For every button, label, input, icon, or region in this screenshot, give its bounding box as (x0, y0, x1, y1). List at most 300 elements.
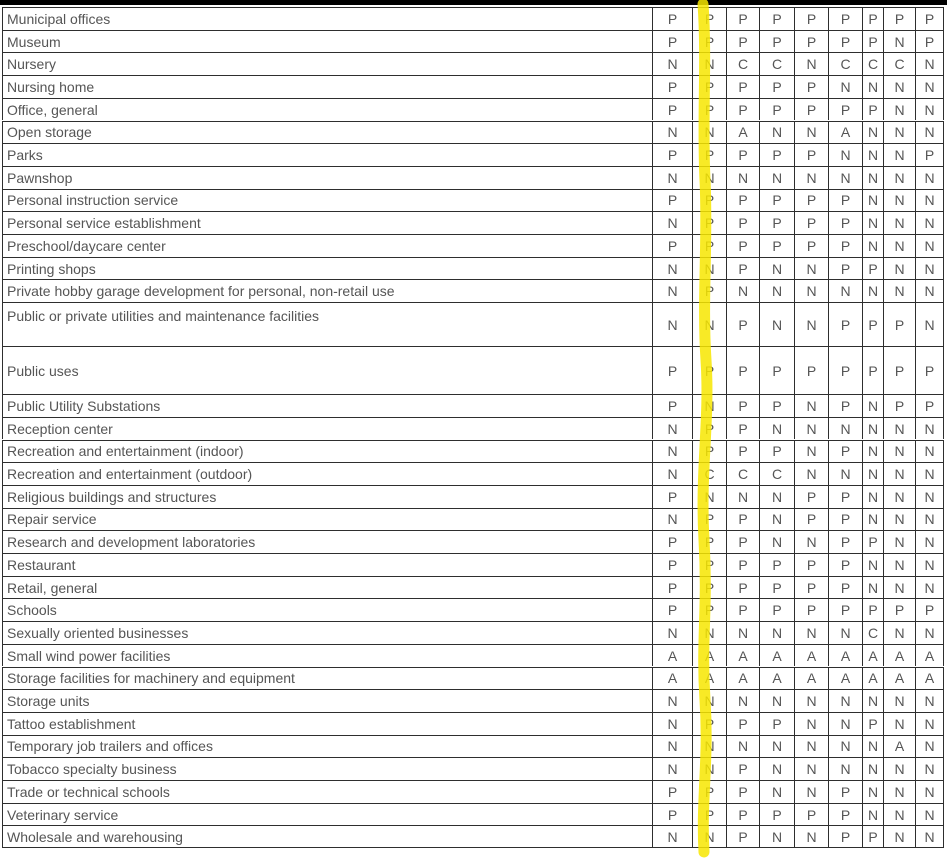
zone-value-cell: P (794, 598, 828, 621)
zone-value-cell: C (862, 621, 883, 644)
zone-value-cell: N (883, 211, 915, 234)
zone-value-cell: P (726, 98, 759, 121)
zone-value-cell: N (828, 757, 862, 780)
zone-value-cell: P (692, 75, 726, 98)
zone-value-cell: N (915, 757, 944, 780)
use-name-cell: Public uses (2, 346, 652, 394)
zone-value-cell: N (862, 576, 883, 599)
zone-value-cell: P (883, 302, 915, 346)
zone-value-cell: P (692, 440, 726, 463)
use-name-cell: Veterinary service (2, 803, 652, 826)
zone-value-cell: P (828, 508, 862, 531)
zone-value-cell: C (726, 462, 759, 485)
zone-value-cell: P (692, 189, 726, 212)
zone-value-cell: N (828, 462, 862, 485)
zone-value-cell: N (652, 757, 692, 780)
zone-value-cell: P (726, 30, 759, 53)
zone-value-cell: P (915, 30, 944, 53)
table-row (2, 30, 944, 53)
zone-value-cell: N (652, 621, 692, 644)
zone-value-cell: P (726, 7, 759, 30)
zone-value-cell: P (652, 394, 692, 417)
zone-value-cell: N (862, 553, 883, 576)
zone-value-cell: N (915, 166, 944, 189)
table-row (2, 417, 944, 440)
zone-value-cell: P (794, 30, 828, 53)
table-row (2, 825, 944, 848)
zone-value-cell: P (726, 257, 759, 280)
zone-value-cell: N (652, 689, 692, 712)
table-row (2, 279, 944, 302)
zone-value-cell: P (794, 143, 828, 166)
zone-value-cell: P (862, 7, 883, 30)
zone-value-cell: P (726, 394, 759, 417)
zone-value-cell: A (828, 667, 862, 690)
zone-value-cell: P (692, 530, 726, 553)
use-name-cell: Parks (2, 143, 652, 166)
zone-value-cell: P (692, 143, 726, 166)
zone-value-cell: N (759, 735, 794, 758)
zone-value-cell: P (794, 75, 828, 98)
zone-value-cell: N (883, 234, 915, 257)
zone-value-cell: P (726, 530, 759, 553)
zone-value-cell: A (652, 644, 692, 667)
table-row (2, 485, 944, 508)
table-row (2, 121, 944, 144)
zone-value-cell: A (692, 644, 726, 667)
zone-value-cell: P (692, 553, 726, 576)
zone-value-cell: A (883, 735, 915, 758)
use-name-cell: Reception center (2, 417, 652, 440)
table-row (2, 143, 944, 166)
use-name-cell: Retail, general (2, 576, 652, 599)
zone-value-cell: N (883, 757, 915, 780)
table-row (2, 803, 944, 826)
use-name-cell: Personal instruction service (2, 189, 652, 212)
zone-value-cell: N (883, 440, 915, 463)
zone-value-cell: N (883, 279, 915, 302)
zone-value-cell: N (915, 52, 944, 75)
zone-value-cell: N (915, 462, 944, 485)
zone-value-cell: N (883, 75, 915, 98)
zone-value-cell: N (692, 257, 726, 280)
zone-value-cell: P (726, 598, 759, 621)
zone-value-cell: N (692, 621, 726, 644)
zone-value-cell: A (652, 667, 692, 690)
zone-value-cell: C (883, 52, 915, 75)
zone-value-cell: P (726, 75, 759, 98)
zone-value-cell: N (862, 143, 883, 166)
zone-value-cell: P (759, 7, 794, 30)
table-row (2, 553, 944, 576)
zone-value-cell: N (915, 440, 944, 463)
zone-value-cell: A (726, 644, 759, 667)
zone-value-cell: N (692, 166, 726, 189)
zone-value-cell: P (828, 576, 862, 599)
use-name-cell: Storage facilities for machinery and equipment (2, 667, 652, 690)
zone-value-cell: P (759, 440, 794, 463)
zone-value-cell: N (915, 257, 944, 280)
zone-value-cell: P (862, 257, 883, 280)
zone-value-cell: N (794, 394, 828, 417)
use-name-cell: Sexually oriented businesses (2, 621, 652, 644)
zone-value-cell: N (883, 530, 915, 553)
zone-value-cell: P (652, 576, 692, 599)
zone-value-cell: P (915, 7, 944, 30)
zone-value-cell: N (794, 166, 828, 189)
zone-value-cell: N (862, 440, 883, 463)
zone-value-cell: N (759, 257, 794, 280)
zone-value-cell: C (692, 462, 726, 485)
zone-value-cell: N (883, 257, 915, 280)
table-row (2, 75, 944, 98)
zone-value-cell: P (862, 598, 883, 621)
zone-value-cell: P (794, 211, 828, 234)
zone-value-cell: P (726, 553, 759, 576)
table-row (2, 689, 944, 712)
zone-value-cell: N (883, 553, 915, 576)
zone-value-cell: P (759, 803, 794, 826)
zone-value-cell: P (652, 598, 692, 621)
zone-value-cell: N (794, 621, 828, 644)
land-use-table (2, 7, 944, 852)
use-name-cell: Office, general (2, 98, 652, 121)
zone-value-cell: P (828, 485, 862, 508)
zone-value-cell: N (862, 462, 883, 485)
zone-value-cell: P (726, 712, 759, 735)
table-row (2, 257, 944, 280)
use-name-cell: Restaurant (2, 553, 652, 576)
zone-value-cell: N (828, 417, 862, 440)
zone-value-cell: N (652, 211, 692, 234)
use-name-cell: Nursery (2, 52, 652, 75)
zone-value-cell: N (862, 211, 883, 234)
zone-value-cell: N (883, 576, 915, 599)
zone-value-cell: N (692, 121, 726, 144)
zone-value-cell: N (915, 302, 944, 346)
zone-value-cell: C (862, 52, 883, 75)
zone-value-cell: N (794, 825, 828, 848)
zone-value-cell: N (883, 485, 915, 508)
table-row (2, 302, 944, 346)
zone-value-cell: P (652, 75, 692, 98)
zone-value-cell: N (883, 121, 915, 144)
zone-value-cell: N (726, 621, 759, 644)
zone-value-cell: P (828, 803, 862, 826)
table-row (2, 166, 944, 189)
zone-value-cell: N (652, 121, 692, 144)
use-name-cell: Private hobby garage development for personal, non-retail use (2, 279, 652, 302)
zone-value-cell: P (794, 189, 828, 212)
zone-value-cell: P (652, 346, 692, 394)
table-row (2, 346, 944, 394)
table-row (2, 667, 944, 690)
zone-value-cell: N (692, 394, 726, 417)
zone-value-cell: N (794, 279, 828, 302)
zone-value-cell: P (862, 825, 883, 848)
table-row (2, 712, 944, 735)
zone-value-cell: N (883, 689, 915, 712)
zone-value-cell: P (726, 302, 759, 346)
zone-value-cell: C (759, 52, 794, 75)
zone-value-cell: P (828, 598, 862, 621)
zone-value-cell: N (915, 75, 944, 98)
zone-value-cell: N (794, 712, 828, 735)
zone-value-cell: P (794, 485, 828, 508)
table-row (2, 621, 944, 644)
zone-value-cell: N (652, 166, 692, 189)
zone-value-cell: N (862, 279, 883, 302)
zone-value-cell: P (652, 485, 692, 508)
zone-value-cell: A (915, 667, 944, 690)
zone-value-cell: N (883, 166, 915, 189)
zone-value-cell: P (759, 234, 794, 257)
zone-value-cell: N (794, 780, 828, 803)
table-row (2, 98, 944, 121)
zone-value-cell: P (759, 30, 794, 53)
zone-value-cell: N (652, 257, 692, 280)
zone-value-cell: P (828, 394, 862, 417)
zone-value-cell: N (862, 189, 883, 212)
zone-value-cell: N (794, 735, 828, 758)
zone-value-cell: P (652, 98, 692, 121)
table-row (2, 462, 944, 485)
zone-value-cell: P (726, 143, 759, 166)
zone-value-cell: N (828, 712, 862, 735)
zone-value-cell: P (726, 417, 759, 440)
top-border-bar (0, 0, 947, 5)
zone-value-cell: N (759, 508, 794, 531)
table-row (2, 735, 944, 758)
zone-value-cell: P (915, 394, 944, 417)
zone-value-cell: P (652, 30, 692, 53)
zone-value-cell: P (652, 530, 692, 553)
zone-value-cell: N (759, 302, 794, 346)
zone-value-cell: N (759, 166, 794, 189)
zone-value-cell: N (759, 279, 794, 302)
zone-value-cell: N (828, 143, 862, 166)
zone-value-cell: N (828, 735, 862, 758)
zone-value-cell: N (759, 417, 794, 440)
table-row (2, 530, 944, 553)
zone-value-cell: N (883, 98, 915, 121)
zone-value-cell: N (794, 462, 828, 485)
table-row (2, 757, 944, 780)
zone-value-cell: N (759, 485, 794, 508)
zone-value-cell: N (692, 757, 726, 780)
zone-value-cell: N (883, 143, 915, 166)
zone-value-cell: N (915, 189, 944, 212)
zone-value-cell: P (828, 530, 862, 553)
zone-value-cell: A (915, 644, 944, 667)
use-name-cell: Wholesale and warehousing (2, 825, 652, 848)
zone-value-cell: N (915, 530, 944, 553)
zone-value-cell: N (883, 30, 915, 53)
zone-value-cell: N (883, 462, 915, 485)
table-row (2, 234, 944, 257)
use-name-cell: Nursing home (2, 75, 652, 98)
zone-value-cell: N (862, 803, 883, 826)
zone-value-cell: C (759, 462, 794, 485)
zone-value-cell: P (759, 346, 794, 394)
zone-value-cell: A (726, 667, 759, 690)
zone-value-cell: A (862, 667, 883, 690)
zone-value-cell: N (883, 508, 915, 531)
zone-value-cell: N (915, 689, 944, 712)
use-name-cell: Storage units (2, 689, 652, 712)
zone-value-cell: P (828, 302, 862, 346)
zone-value-cell: P (794, 346, 828, 394)
zone-value-cell: P (726, 576, 759, 599)
zone-value-cell: P (828, 553, 862, 576)
zone-value-cell: N (652, 279, 692, 302)
zone-value-cell: P (759, 394, 794, 417)
zone-value-cell: N (726, 166, 759, 189)
zone-value-cell: P (828, 98, 862, 121)
zone-value-cell: P (652, 553, 692, 576)
use-name-cell: Repair service (2, 508, 652, 531)
use-name-cell: Public or private utilities and maintenance facilities (2, 302, 652, 346)
zone-value-cell: P (759, 576, 794, 599)
table-row (2, 211, 944, 234)
zone-value-cell: P (883, 394, 915, 417)
zone-value-cell: P (726, 211, 759, 234)
zone-value-cell: P (652, 189, 692, 212)
zone-value-cell: P (692, 98, 726, 121)
zone-value-cell: P (692, 780, 726, 803)
zone-value-cell: P (862, 346, 883, 394)
table-row (2, 644, 944, 667)
table-row (2, 508, 944, 531)
zone-value-cell: N (794, 757, 828, 780)
use-name-cell: Research and development laboratories (2, 530, 652, 553)
zone-value-cell: P (652, 234, 692, 257)
zone-value-cell: P (692, 7, 726, 30)
zone-value-cell: N (862, 689, 883, 712)
zone-value-cell: P (726, 346, 759, 394)
table-row (2, 189, 944, 212)
zone-value-cell: N (794, 440, 828, 463)
zone-value-cell: A (883, 644, 915, 667)
zone-value-cell: P (726, 440, 759, 463)
zone-value-cell: N (915, 621, 944, 644)
zone-value-cell: N (692, 302, 726, 346)
use-name-cell: Temporary job trailers and offices (2, 735, 652, 758)
zone-value-cell: N (883, 780, 915, 803)
zone-value-cell: N (652, 52, 692, 75)
zone-value-cell: A (862, 644, 883, 667)
zone-value-cell: P (828, 234, 862, 257)
zone-value-cell: N (652, 462, 692, 485)
zone-value-cell: P (794, 553, 828, 576)
zone-value-cell: N (915, 780, 944, 803)
zone-value-cell: N (862, 394, 883, 417)
zone-value-cell: N (862, 735, 883, 758)
zone-value-cell: N (726, 689, 759, 712)
zone-value-cell: P (828, 211, 862, 234)
zone-value-cell: N (652, 302, 692, 346)
zone-value-cell: N (915, 576, 944, 599)
use-name-cell: Religious buildings and structures (2, 485, 652, 508)
zone-value-cell: N (915, 98, 944, 121)
use-name-cell: Municipal offices (2, 7, 652, 30)
zone-value-cell: P (862, 98, 883, 121)
zone-value-cell: N (794, 302, 828, 346)
zone-value-cell: P (828, 7, 862, 30)
zone-value-cell: P (652, 7, 692, 30)
use-name-cell: Recreation and entertainment (indoor) (2, 440, 652, 463)
zone-value-cell: A (759, 667, 794, 690)
zone-value-cell: P (794, 508, 828, 531)
zone-value-cell: N (652, 735, 692, 758)
zone-value-cell: P (692, 279, 726, 302)
zone-value-cell: N (862, 75, 883, 98)
zone-value-cell: P (883, 346, 915, 394)
zone-value-cell: P (915, 346, 944, 394)
zone-value-cell: N (915, 211, 944, 234)
zone-value-cell: P (692, 712, 726, 735)
zone-value-cell: P (726, 825, 759, 848)
zone-value-cell: A (692, 667, 726, 690)
zone-value-cell: A (759, 644, 794, 667)
zone-value-cell: N (794, 121, 828, 144)
zone-value-cell: N (794, 52, 828, 75)
zone-value-cell: P (828, 780, 862, 803)
zone-value-cell: N (692, 735, 726, 758)
zone-value-cell: P (862, 30, 883, 53)
use-name-cell: Printing shops (2, 257, 652, 280)
zone-value-cell: P (915, 143, 944, 166)
zone-value-cell: P (828, 825, 862, 848)
zone-value-cell: N (915, 825, 944, 848)
zone-value-cell: N (692, 825, 726, 848)
zone-value-cell: P (692, 803, 726, 826)
zone-value-cell: N (915, 279, 944, 302)
zone-value-cell: P (759, 98, 794, 121)
zone-value-cell: P (726, 803, 759, 826)
zone-value-cell: P (862, 712, 883, 735)
zone-value-cell: N (652, 825, 692, 848)
zone-value-cell: N (726, 279, 759, 302)
zone-value-cell: P (726, 234, 759, 257)
zone-value-cell: N (794, 257, 828, 280)
zone-value-cell: N (883, 803, 915, 826)
use-name-cell: Schools (2, 598, 652, 621)
zone-value-cell: P (652, 803, 692, 826)
zone-value-cell: N (726, 735, 759, 758)
zone-value-cell: A (828, 121, 862, 144)
zone-value-cell: P (828, 257, 862, 280)
zone-value-cell: P (883, 7, 915, 30)
zone-value-cell: P (692, 211, 726, 234)
zone-value-cell: N (862, 757, 883, 780)
zone-value-cell: A (726, 121, 759, 144)
zone-value-cell: A (828, 644, 862, 667)
table-row (2, 598, 944, 621)
zone-value-cell: P (794, 576, 828, 599)
use-name-cell: Public Utility Substations (2, 394, 652, 417)
zone-value-cell: P (692, 346, 726, 394)
zone-value-cell: P (692, 598, 726, 621)
zone-value-cell: N (726, 485, 759, 508)
zone-value-cell: N (692, 689, 726, 712)
zone-value-cell: N (828, 75, 862, 98)
zone-value-cell: N (862, 234, 883, 257)
zone-value-cell: N (862, 121, 883, 144)
zone-value-cell: P (794, 803, 828, 826)
zone-value-cell: P (794, 98, 828, 121)
zone-value-cell: P (692, 576, 726, 599)
